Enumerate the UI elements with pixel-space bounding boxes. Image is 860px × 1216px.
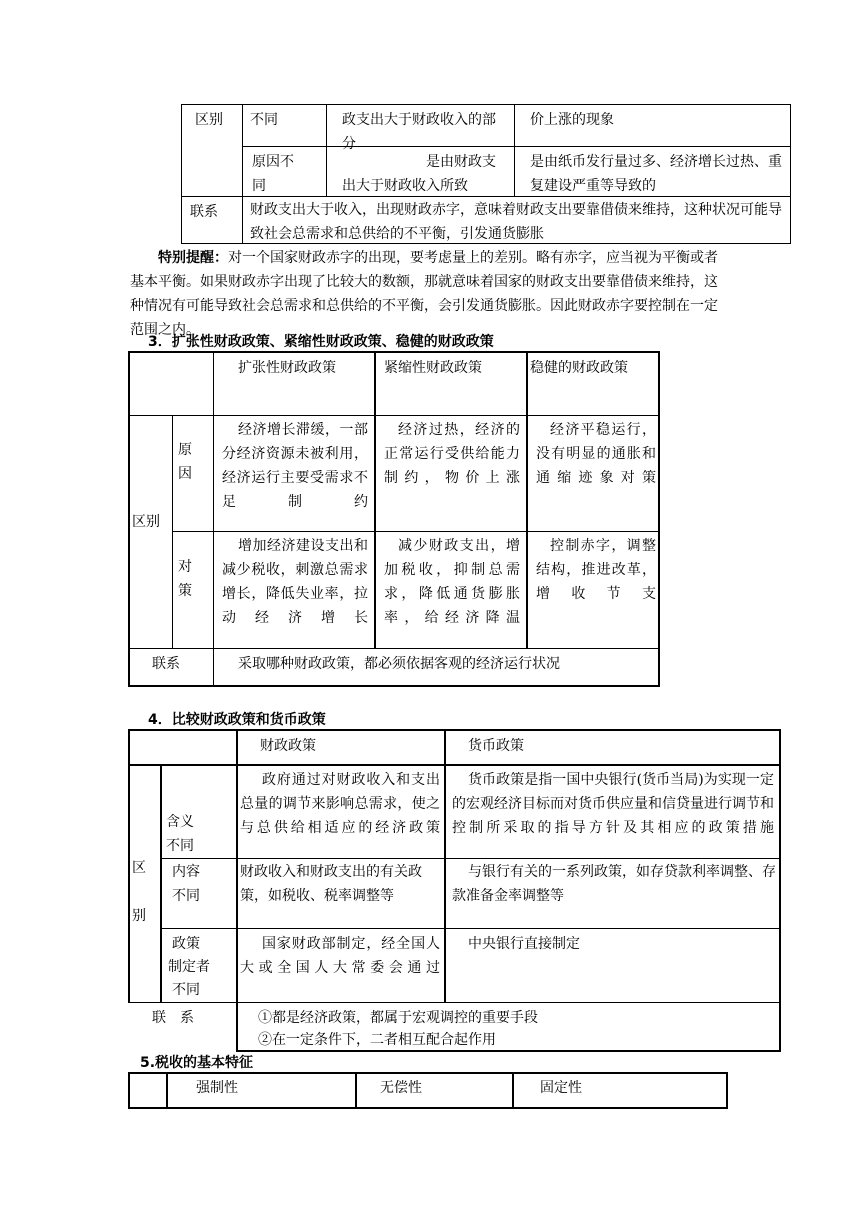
s3-measure-expansionary: 增加经济建设支出和减少税收，刺激总需求增长，降低失业率，拉动经济增长 bbox=[222, 538, 368, 626]
s3-label-lianxi: 联系 bbox=[152, 656, 180, 672]
s4-label-neirong: 内容不同 bbox=[172, 864, 200, 904]
s4-fiscal-definition: 政府通过对财政收入和支出总量的调节来影响总需求，使之与总供给相适应的经济政策 bbox=[240, 772, 440, 836]
t1-deficit-cause: 是由财政支出大于财政收入所致 bbox=[342, 154, 496, 194]
t1-deficit-def: 政支出大于财政收入的部分 bbox=[342, 112, 496, 152]
t1-label-lianxi: 联系 bbox=[190, 204, 218, 220]
s3-measure-prudent: 控制赤字，调整结构，推进改革，增收节支 bbox=[536, 538, 656, 602]
s3-header-prudent: 稳健的财政政策 bbox=[530, 360, 628, 376]
t1-relation: 财政支出大于收入，出现财政赤字，意味着财政支出要靠借债来维持，这种状况可能导致社会总需求和总供给的不平衡，引发通货膨胀 bbox=[250, 202, 782, 242]
s4-label-bie: 别 bbox=[132, 908, 146, 924]
special-note-label: 特别提醒： bbox=[158, 250, 228, 266]
t1-label-butong: 不同 bbox=[250, 112, 278, 128]
s3-cause-expansionary: 经济增长滞缓，一部分经济资源未被利用，经济运行主要受需求不足制约 bbox=[222, 422, 368, 510]
s4-label-hanyi: 含义不同 bbox=[166, 814, 194, 854]
s4-label-lianxi: 联 系 bbox=[152, 1010, 194, 1026]
t1-label-yuanyin: 原因不同 bbox=[252, 154, 294, 194]
s4-header-monetary: 货币政策 bbox=[468, 738, 524, 754]
section-5-heading: 5.税收的基本特征 bbox=[140, 1055, 254, 1071]
s3-cause-prudent: 经济平稳运行，没有明显的通胀和通缩迹象对策 bbox=[536, 422, 656, 486]
s5-header-fixed: 固定性 bbox=[540, 1080, 582, 1096]
s4-label-qu: 区 bbox=[132, 860, 146, 876]
s5-header-compulsory: 强制性 bbox=[196, 1080, 238, 1096]
s4-relation-1: ①都是经济政策，都属于宏观调控的重要手段 bbox=[258, 1010, 538, 1026]
section-3-heading: 3．扩张性财政政策、紧缩性财政政策、稳健的财政政策 bbox=[148, 334, 494, 350]
s4-header-fiscal: 财政政策 bbox=[260, 738, 316, 754]
s4-monetary-definition: 货币政策是指一国中央银行(货币当局)为实现一定的宏观经济目标而对货币供应量和信贷量进行调节和控制所采取的指导方针及其相应的政策措施 bbox=[452, 772, 774, 836]
s4-label-maker-3: 不同 bbox=[172, 982, 200, 998]
s3-cause-contractionary: 经济过热，经济的正常运行受供给能力制约，物价上涨 bbox=[384, 422, 520, 486]
t1-inflation-def: 价上涨的现象 bbox=[530, 112, 614, 128]
t1-inflation-cause: 是由纸币发行量过多、经济增长过热、重复建设严重等导致的 bbox=[530, 154, 782, 194]
s4-fiscal-maker: 国家财政部制定，经全国人大或全国人大常委会通过 bbox=[240, 936, 440, 976]
s4-monetary-content: 与银行有关的一系列政策，如存贷款利率调整、存款准备金率调整等 bbox=[452, 864, 776, 904]
t1-label-qubie: 区别 bbox=[195, 112, 223, 128]
s3-label-duice: 对策 bbox=[178, 559, 192, 599]
s4-monetary-maker: 中央银行直接制定 bbox=[468, 936, 580, 952]
s3-relation: 采取哪种财政政策，都必须依据客观的经济运行状况 bbox=[238, 656, 560, 672]
s4-label-maker-1: 政策 bbox=[172, 936, 200, 952]
s3-label-qubie: 区别 bbox=[132, 514, 160, 530]
s3-header-contractionary: 紧缩性财政政策 bbox=[384, 360, 482, 376]
s3-measure-contractionary: 减少财政支出，增加税收，抑制总需求，降低通货膨胀率，给经济降温 bbox=[384, 538, 520, 626]
s3-label-yuanyin: 原因 bbox=[178, 442, 192, 482]
s5-header-gratuitous: 无偿性 bbox=[380, 1080, 422, 1096]
s4-label-maker-2: 制定者 bbox=[168, 959, 210, 975]
s4-fiscal-content: 财政收入和财政支出的有关政策，如税收、税率调整等 bbox=[240, 864, 422, 904]
section-4-heading: 4．比较财政政策和货币政策 bbox=[148, 712, 326, 728]
special-note-text: 对一个国家财政赤字的出现，要考虑量上的差别。略有赤字，应当视为平衡或者基本平衡。如果财政赤字出现了比较大的数额，那就意味着国家的财政支出要靠借债来维持，这种情况有可能导致社会总需求和总供给的不平衡，会引发通货膨胀。因此财政赤字要控制在一定范围之内。 bbox=[130, 250, 718, 338]
s4-relation-2: ②在一定条件下，二者相互配合起作用 bbox=[258, 1032, 496, 1048]
s3-header-expansionary: 扩张性财政政策 bbox=[238, 360, 336, 376]
special-note bbox=[130, 246, 720, 342]
